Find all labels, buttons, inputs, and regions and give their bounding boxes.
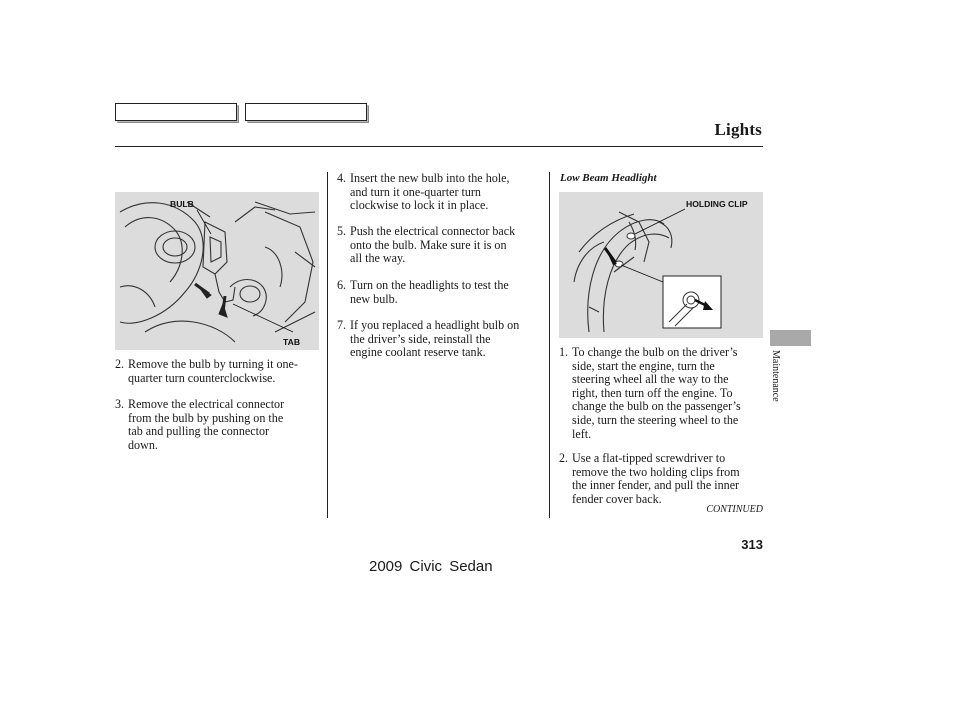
step-line: Use a flat-tipped screwdriver to [572,451,726,465]
step-line: the driver’s side, reinstall the [350,331,491,346]
step-number: 5. [337,224,347,238]
step-line: To change the bulb on the driver’s [572,345,738,359]
step-line: If you replaced a headlight bulb on [350,318,520,332]
step-line: down. [128,437,158,452]
step-number: 7. [337,318,347,332]
step-line: clockwise to lock it in place. [350,198,489,213]
column-divider-left [327,172,328,518]
step-number: 2. [115,357,125,371]
step-number: 2. [559,451,569,465]
step-line: new bulb. [350,291,398,306]
step-number: 4. [337,171,347,185]
step-number: 6. [337,278,347,292]
step-line: all the way. [350,251,406,266]
section-subheading: Low Beam Headlight [560,172,657,184]
step-4-insert-bulb [337,172,543,213]
step-line: steering wheel all the way to the [572,372,729,387]
step-line: engine coolant reserve tank. [350,345,486,360]
step-line: fender cover back. [572,491,662,506]
step-line: from the bulb by pushing on the [128,410,284,425]
step-number: 3. [115,397,125,411]
bulb-removal-illustration [115,192,319,350]
header-rule [115,146,763,147]
nav-box-previous[interactable] [115,103,237,121]
step-line: Insert the new bulb into the hole, [350,171,510,185]
book-title-footer: 2009 Civic Sedan [369,558,493,575]
step-2-remove-clips [559,452,769,506]
bulb-removal-figure [115,192,319,350]
continued-note: CONTINUED [706,504,763,515]
step-line: the inner fender, and pull the inner [572,478,740,493]
step-2-remove-bulb [115,358,321,385]
step-line: right, then turn off the engine. To [572,385,733,400]
step-line: change the bulb on the passenger’s [572,399,741,414]
step-line: left. [572,426,592,441]
holding-clip-label: HOLDING CLIP [686,199,748,209]
bulb-label: BULB [170,199,194,209]
section-tab-marker [770,330,811,346]
step-line: tab and pulling the connector [128,424,270,439]
holding-clip-figure [559,192,763,338]
step-line: quarter turn counterclockwise. [128,370,276,385]
step-line: and turn it one-quarter turn [350,184,481,199]
step-line: remove the two holding clips from [572,464,740,479]
step-1-turn-wheel [559,346,769,441]
step-line: Push the electrical connector back [350,224,516,238]
page-title: Lights [714,120,762,139]
step-line: Remove the electrical connector [128,397,285,411]
step-line: Turn on the headlights to test the [350,278,509,292]
holding-clip-illustration [559,192,763,338]
page-number: 313 [741,537,763,552]
column-divider-right [549,172,550,518]
step-7-reinstall-tank [337,319,543,360]
step-5-push-connector [337,225,543,266]
step-line: onto the bulb. Make sure it is on [350,237,507,252]
nav-box-next[interactable] [245,103,367,121]
step-number: 1. [559,345,569,359]
step-line: Remove the bulb by turning it one- [128,357,298,371]
tab-label: TAB [283,337,301,347]
step-3-remove-connector [115,398,321,452]
section-side-label: Maintenance [770,350,781,402]
step-line: side, start the engine, turn the [572,358,715,373]
step-line: side, turn the steering wheel to the [572,412,739,427]
step-6-test-headlights [337,279,543,306]
